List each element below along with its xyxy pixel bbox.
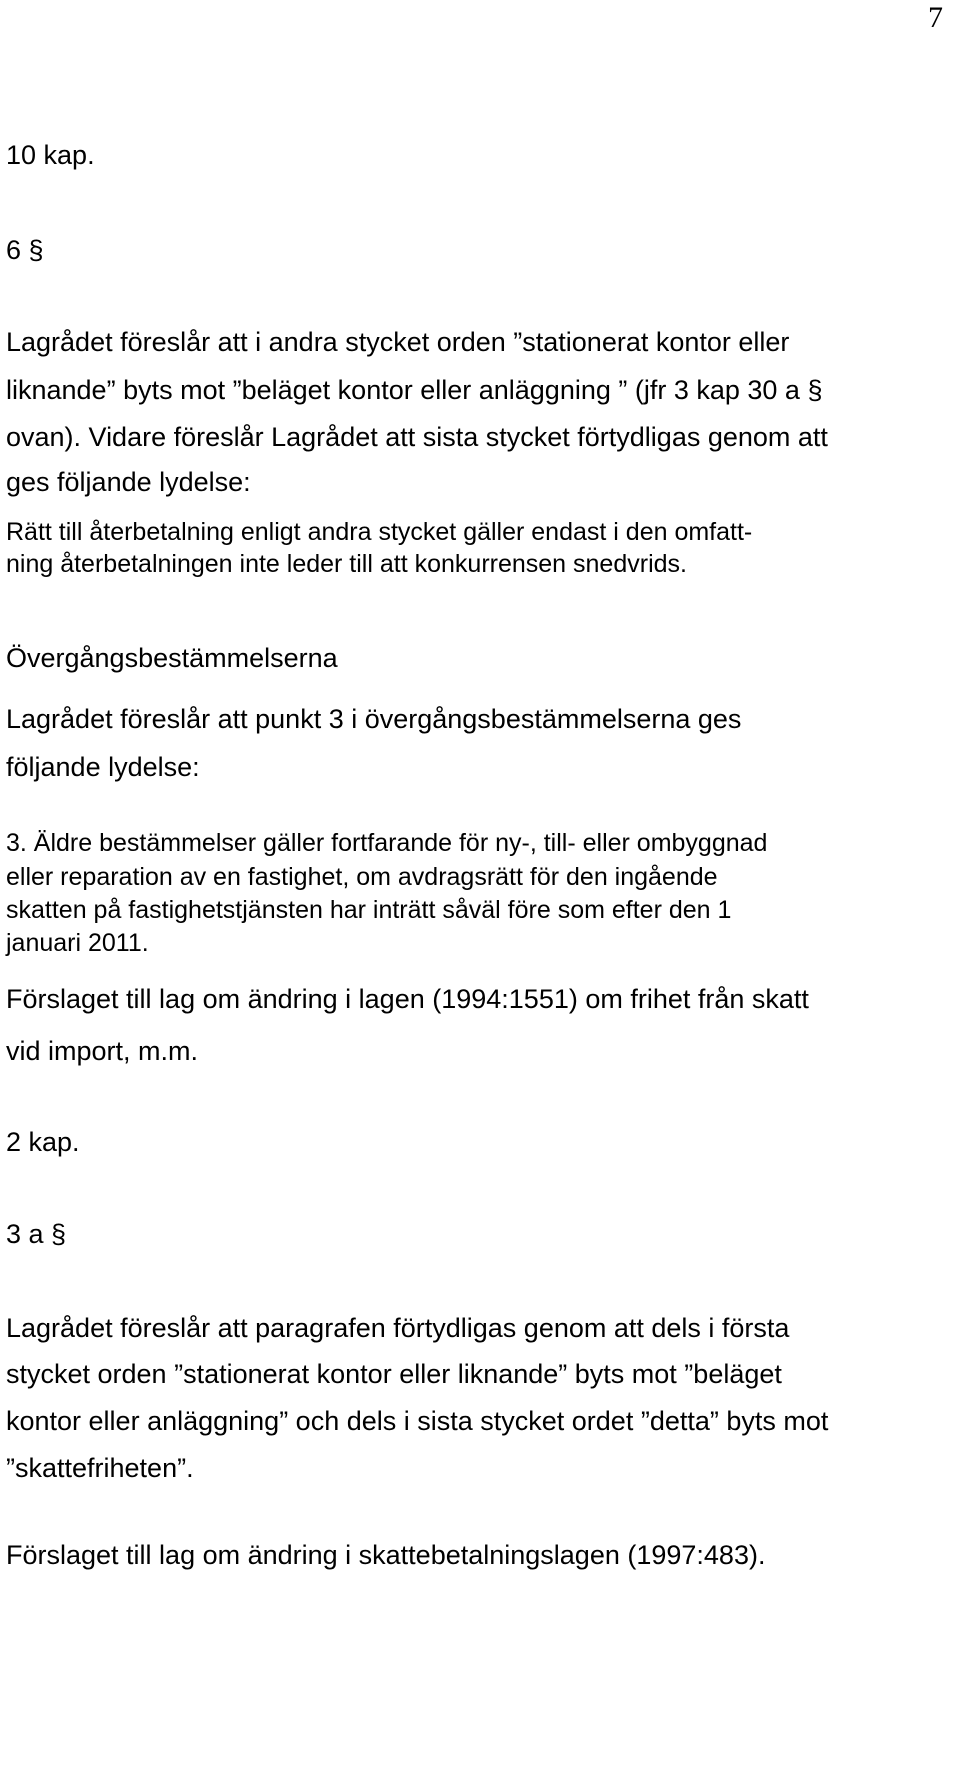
paragraph-line: ges följande lydelse: xyxy=(6,467,251,497)
proposal-heading: Förslaget till lag om ändring i skattebetalningslagen (1997:483). xyxy=(6,1540,766,1570)
quoted-text-line: eller reparation av en fastighet, om avdragsrätt för den ingående xyxy=(6,863,718,891)
paragraph-line: följande lydelse: xyxy=(6,752,200,782)
quoted-text-line: skatten på fastighetstjänsten har inträtt såväl före som efter den 1 xyxy=(6,896,732,924)
paragraph-line: ovan). Vidare föreslår Lagrådet att sista stycket förtydligas genom att xyxy=(6,422,828,452)
proposal-heading: Förslaget till lag om ändring i lagen (1994:1551) om frihet från skatt xyxy=(6,984,809,1014)
paragraph-line: Lagrådet föreslår att i andra stycket orden ”stationerat kontor eller xyxy=(6,327,790,357)
quoted-text-line: ning återbetalningen inte leder till att konkurrensen snedvrids. xyxy=(6,550,687,578)
paragraph-line: ”skattefriheten”. xyxy=(6,1453,194,1483)
chapter-heading: 10 kap. xyxy=(6,140,95,170)
section-heading: 3 a § xyxy=(6,1219,67,1249)
paragraph-line: Lagrådet föreslår att punkt 3 i övergångsbestämmelserna ges xyxy=(6,704,742,734)
quoted-text-line: 3. Äldre bestämmelser gäller fortfarande för ny-, till- eller ombyggnad xyxy=(6,829,768,857)
page-number: 7 xyxy=(928,1,943,34)
paragraph-line: liknande” byts mot ”beläget kontor eller anläggning ” (jfr 3 kap 30 a § xyxy=(6,375,823,405)
paragraph-line: Lagrådet föreslår att paragrafen förtydligas genom att dels i första xyxy=(6,1313,790,1343)
quoted-text-line: Rätt till återbetalning enligt andra stycket gäller endast i den omfatt- xyxy=(6,518,753,546)
section-heading: 6 § xyxy=(6,235,44,265)
paragraph-line: stycket orden ”stationerat kontor eller liknande” byts mot ”beläget xyxy=(6,1359,782,1389)
proposal-heading: vid import, m.m. xyxy=(6,1036,199,1066)
chapter-heading: 2 kap. xyxy=(6,1127,80,1157)
quoted-text-line: januari 2011. xyxy=(6,929,149,957)
subheading: Övergångsbestämmelserna xyxy=(6,643,338,673)
paragraph-line: kontor eller anläggning” och dels i sista stycket ordet ”detta” byts mot xyxy=(6,1406,829,1436)
